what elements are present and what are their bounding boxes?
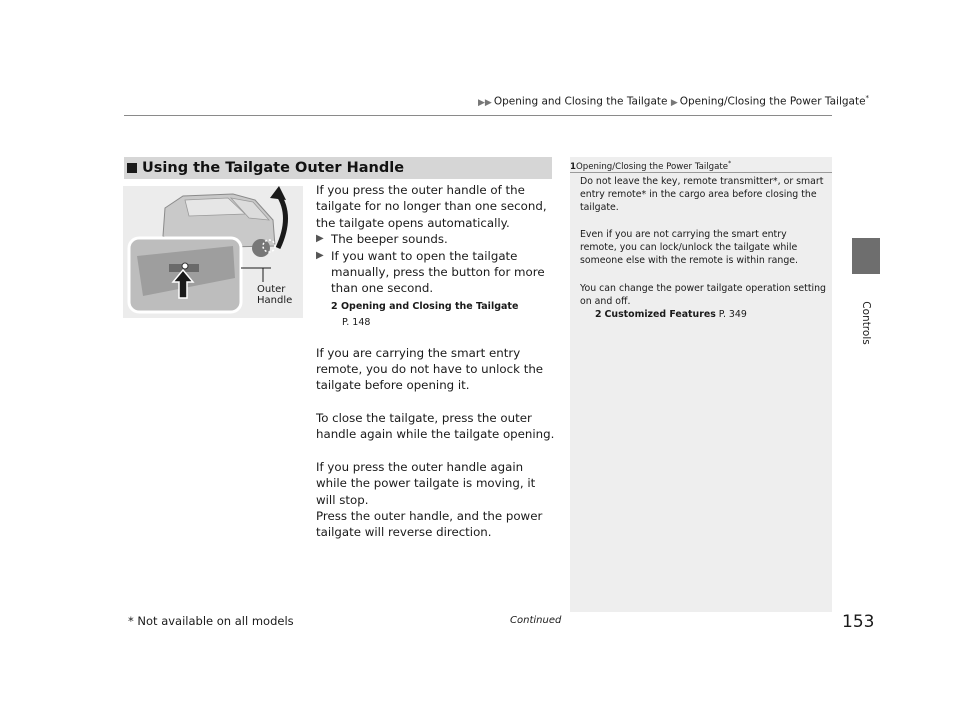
section-heading <box>124 157 552 179</box>
reference-icon: 2 <box>595 309 602 320</box>
chapter-tab[interactable] <box>852 238 880 274</box>
bullet-item: ▶ If you want to open the tailgate manually, press the button for more than one second. <box>316 248 545 296</box>
note-paragraph: You can change the power tailgate operation setting on and off. <box>580 283 827 307</box>
note-panel <box>570 157 832 612</box>
continued-label: Continued <box>510 615 562 626</box>
header-divider <box>124 115 832 116</box>
bullet-item: ▶ The beeper sounds. <box>316 232 448 247</box>
bullet-arrow-icon: ▶ <box>316 249 324 261</box>
note-divider <box>570 172 832 173</box>
paragraph: To close the tailgate, press the outer handle again while the tailgate opening. <box>316 410 555 442</box>
note-icon: 1 <box>570 161 576 172</box>
breadcrumb-arrow-icon: ▶▶ <box>478 97 492 108</box>
bullet-arrow-icon: ▶ <box>316 233 324 245</box>
note-heading: 1Opening/Closing the Power Tailgate* <box>570 160 732 172</box>
footnote: * Not available on all models <box>128 614 294 628</box>
breadcrumb-item-current[interactable]: Opening/Closing the Power Tailgate <box>679 95 866 108</box>
reference-page: P. 148 <box>342 317 371 329</box>
note-cross-reference-link[interactable]: 2 Customized Features P. 349 <box>595 309 747 320</box>
note-paragraph: Even if you are not carrying the smart entry remote, you can lock/unlock the tailgate while someone else with the remote is within range. <box>580 229 799 266</box>
callout-label: Outer Handle <box>257 284 293 306</box>
footnote-mark: * <box>865 94 870 102</box>
reference-icon: 2 <box>331 300 338 312</box>
section-square-icon <box>127 163 137 173</box>
section-title: Using the Tailgate Outer Handle <box>142 160 405 176</box>
cross-reference-link[interactable]: 2 Opening and Closing the Tailgate <box>331 300 519 312</box>
paragraph: If you are carrying the smart entry remote, you do not have to unlock the tailgate before opening it. <box>316 345 544 393</box>
breadcrumb-item[interactable]: Opening and Closing the Tailgate <box>493 95 668 108</box>
breadcrumb <box>478 94 869 108</box>
chapter-tab-label: Controls <box>860 301 872 345</box>
breadcrumb-arrow-icon: ▶ <box>670 97 678 108</box>
main-content <box>316 182 556 541</box>
paragraph: Press the outer handle, and the power tailgate will reverse direction. <box>316 508 543 540</box>
paragraph: If you press the outer handle again while the power tailgate is moving, it will stop. <box>316 459 536 507</box>
note-paragraph: Do not leave the key, remote transmitter*, or smart entry remote* in the cargo area before closing the tailgate. <box>580 176 824 213</box>
page-number: 153 <box>842 612 875 632</box>
tailgate-illustration <box>123 186 303 318</box>
paragraph: If you press the outer handle of the tailgate for no longer than one second, the tailgate opens automatically. <box>316 183 547 230</box>
